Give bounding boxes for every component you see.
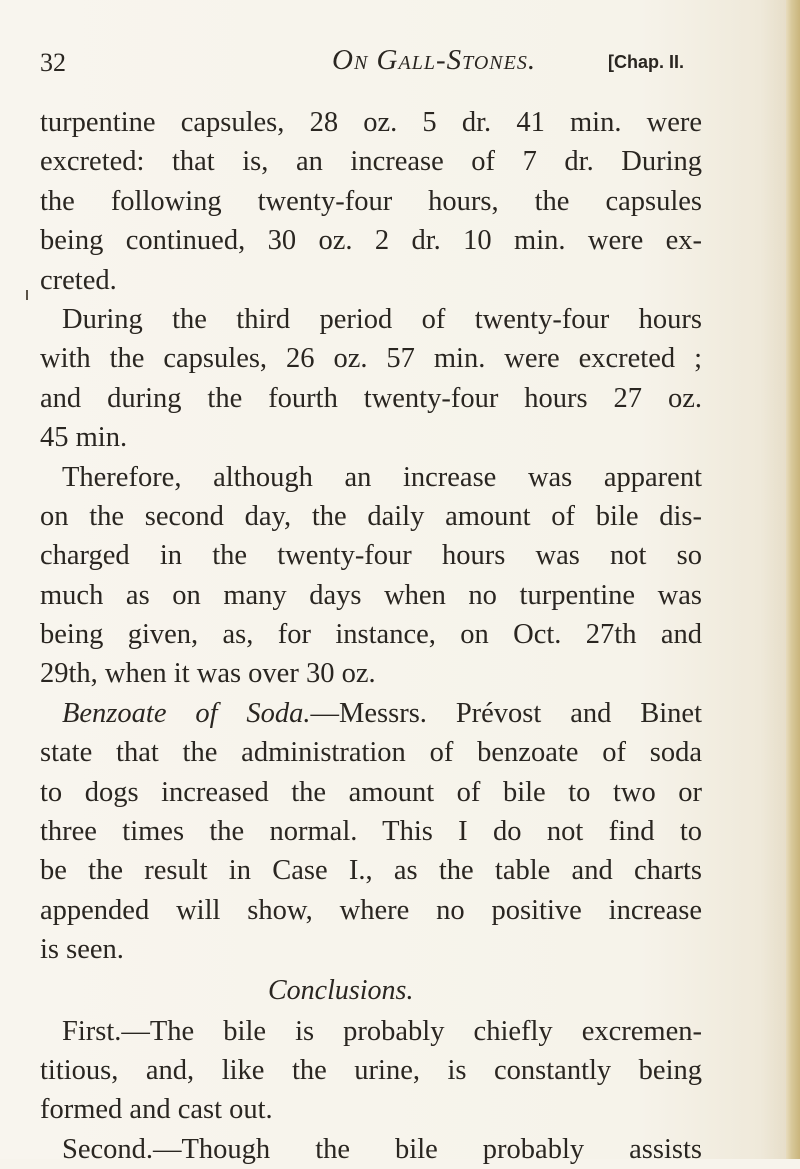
- section-label: Benzoate of Soda.: [62, 697, 311, 729]
- body-text: [40, 103, 702, 1169]
- text-line: with the capsules, 26 oz. 57 min. were excreted ;: [40, 343, 702, 375]
- text-line: much as on many days when no turpentine was: [40, 579, 702, 611]
- text-line: Second.—Though the bile probably assists: [62, 1133, 702, 1165]
- text-line: [40, 694, 702, 733]
- page-edge: [786, 0, 800, 1159]
- chapter-reference: [Chap. II.: [608, 52, 684, 72]
- text-line: formed and cast out.: [40, 1094, 273, 1126]
- text-line: First.—The bile is probably chiefly excremen-: [62, 1015, 702, 1047]
- text-line: three times the normal. This I do not find to: [40, 816, 702, 848]
- text-line: titious, and, like the urine, is constantly being: [40, 1054, 702, 1086]
- section-heading: Conclusions.: [268, 974, 414, 1006]
- text-line: is seen.: [40, 934, 124, 966]
- text-line: being continued, 30 oz. 2 dr. 10 min. were ex-: [40, 225, 702, 257]
- text-line: be the result in Case I., as the table and charts: [40, 855, 702, 887]
- text-line: excreted: that is, an increase of 7 dr. During: [40, 146, 702, 178]
- text-line: being given, as, for instance, on Oct. 27th and: [40, 619, 702, 651]
- page-number: 32: [40, 48, 66, 77]
- text-line: 29th, when it was over 30 oz.: [40, 658, 376, 690]
- text-line: to dogs increased the amount of bile to two or: [40, 776, 702, 808]
- text-line: turpentine capsules, 28 oz. 5 dr. 41 min. were: [40, 107, 702, 138]
- text-line: Therefore, although an increase was apparent: [62, 461, 702, 493]
- text-line: and during the fourth twenty-four hours 27 oz.: [40, 382, 702, 414]
- text-line-rest: —Messrs. Prévost and Binet: [310, 697, 702, 729]
- page-header: [40, 44, 730, 84]
- text-line: During the third period of twenty-four hours: [62, 303, 702, 335]
- text-line: the following twenty-four hours, the capsules: [40, 185, 702, 217]
- text-line: state that the administration of benzoate of soda: [40, 737, 702, 769]
- text-line: creted.: [40, 264, 117, 296]
- text-line: on the second day, the daily amount of bile dis-: [40, 500, 702, 532]
- running-title: On Gall-Stones.: [332, 44, 537, 76]
- text-line: appended will show, where no positive increase: [40, 894, 702, 926]
- text-line: charged in the twenty-four hours was not so: [40, 540, 702, 572]
- margin-mark: [26, 290, 28, 300]
- text-line: 45 min.: [40, 422, 128, 454]
